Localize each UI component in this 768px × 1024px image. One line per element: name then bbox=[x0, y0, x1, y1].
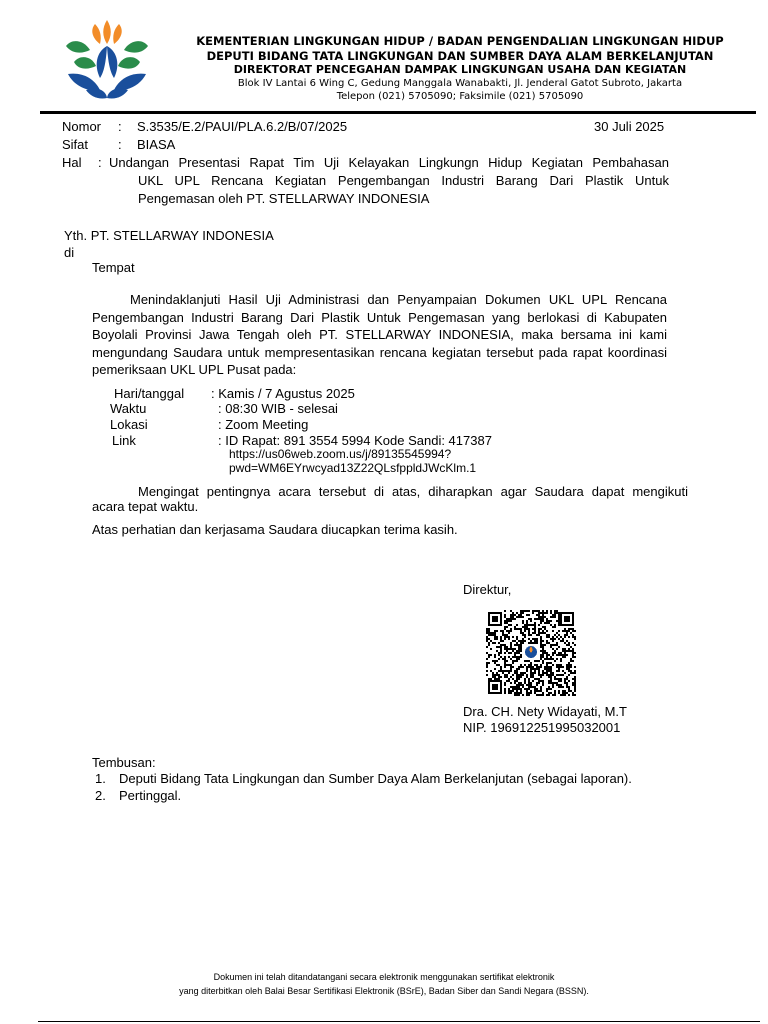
nomor-value: S.3535/E.2/PAUI/PLA.6.2/B/07/2025 bbox=[137, 119, 348, 134]
hal-line-3: Pengemasan oleh PT. STELLARWAY INDONESIA bbox=[138, 191, 430, 206]
sifat-separator: : bbox=[118, 137, 122, 152]
letterhead-deputy: DEPUTI BIDANG TATA LINGKUNGAN DAN SUMBER DAYA ALAM BERKELANJUTAN bbox=[206, 49, 714, 63]
waktu-label: Waktu bbox=[110, 401, 147, 416]
footer-rule bbox=[38, 1021, 760, 1022]
cc-item-number: 2. bbox=[95, 788, 106, 803]
signature-title: Direktur, bbox=[463, 582, 512, 597]
recipient-di: di bbox=[64, 245, 75, 260]
cc-label: Tembusan: bbox=[92, 755, 156, 770]
hal-label: Hal bbox=[62, 155, 82, 170]
closing-line-2: acara tepat waktu. bbox=[92, 499, 199, 514]
lokasi-value: : Zoom Meeting bbox=[218, 417, 309, 432]
cc-item-text: Deputi Bidang Tata Lingkungan dan Sumber Daya Alam Berkelanjutan (sebagai laporan). bbox=[119, 771, 632, 786]
intro-line-2: Pengembangan Industri Barang Dari Plastik Untuk Pengemasan yang berlokasi di Kabupaten bbox=[92, 310, 667, 325]
sifat-value: BIASA bbox=[137, 137, 176, 152]
letterhead-directorate: DIREKTORAT PENCEGAHAN DAMPAK LINGKUNGAN USAHA DAN KEGIATAN bbox=[233, 63, 687, 76]
waktu-value: : 08:30 WIB - selesai bbox=[218, 401, 338, 416]
zoom-url-line-2[interactable]: pwd=WM6EYrwcyad13Z22QLsfppldJWcKlm.1 bbox=[229, 461, 477, 475]
nomor-separator: : bbox=[118, 119, 122, 134]
link-value: : ID Rapat: 891 3554 5994 Kode Sandi: 417387 bbox=[218, 433, 492, 448]
intro-line-5: pemeriksaan UKL UPL Pusat pada: bbox=[92, 362, 297, 377]
letterhead-address: Blok IV Lantai 6 Wing C, Gedung Manggala Wanabakti, Jl. Jenderal Gatot Subroto, Jakarta bbox=[237, 78, 683, 89]
hal-separator: : bbox=[98, 155, 102, 170]
signatory-name: Dra. CH. Nety Widayati, M.T bbox=[463, 704, 627, 719]
intro-line-4: mengundang Saudara untuk mempresentasikan rencana kegiatan tersebut pada rapat koordinasi bbox=[92, 345, 667, 360]
zoom-url-line-1[interactable]: https://us06web.zoom.us/j/89135545994? bbox=[229, 447, 452, 461]
recipient-place: Tempat bbox=[92, 260, 135, 275]
footer-esign-note-2: yang diterbitkan oleh Balai Besar Sertifikasi Elektronik (BSrE), Badan Siber dan Sandi Negara (BSSN). bbox=[179, 986, 589, 996]
signature-qr-code bbox=[486, 610, 576, 696]
signatory-nip: NIP. 196912251995032001 bbox=[463, 720, 621, 735]
cc-item-text: Pertinggal. bbox=[119, 788, 182, 803]
hari-label: Hari/tanggal bbox=[114, 386, 185, 401]
link-label: Link bbox=[112, 433, 136, 448]
sifat-label: Sifat bbox=[62, 137, 89, 152]
footer-esign-note-1: Dokumen ini telah ditandatangani secara elektronik menggunakan sertifikat elektronik bbox=[213, 972, 555, 982]
recipient-name: Yth. PT. STELLARWAY INDONESIA bbox=[64, 228, 274, 243]
hal-line-1: Undangan Presentasi Rapat Tim Uji Kelayakan Lingkungn Hidup Kegiatan Pembahasan bbox=[109, 155, 669, 170]
intro-line-1: Menindaklanjuti Hasil Uji Administrasi dan Penyampaian Dokumen UKL UPL Rencana bbox=[130, 292, 667, 307]
thanks-line: Atas perhatian dan kerjasama Saudara diucapkan terima kasih. bbox=[92, 522, 458, 537]
ministry-logo bbox=[60, 16, 154, 100]
letterhead-ministry: KEMENTERIAN LINGKUNGAN HIDUP / BADAN PENGENDALIAN LINGKUNGAN HIDUP bbox=[196, 34, 724, 48]
letterhead-phone: Telepon (021) 5705090; Faksimile (021) 5705090 bbox=[336, 91, 584, 102]
closing-line-1: Mengingat pentingnya acara tersebut di atas, diharapkan agar Saudara dapat mengikuti bbox=[138, 484, 688, 499]
nomor-label: Nomor bbox=[62, 119, 102, 134]
letter-date: 30 Juli 2025 bbox=[594, 119, 665, 134]
hari-value: : Kamis / 7 Agustus 2025 bbox=[211, 386, 355, 401]
intro-line-3: Boyolali Provinsi Jawa Tengah oleh PT. STELLARWAY INDONESIA, maka bersama ini kami bbox=[92, 327, 667, 342]
hal-line-2: UKL UPL Rencana Kegiatan Pengembangan Industri Barang Dari Plastik Untuk bbox=[138, 173, 669, 188]
cc-item-number: 1. bbox=[95, 771, 106, 786]
lokasi-label: Lokasi bbox=[110, 417, 148, 432]
letterhead-rule bbox=[40, 111, 756, 114]
